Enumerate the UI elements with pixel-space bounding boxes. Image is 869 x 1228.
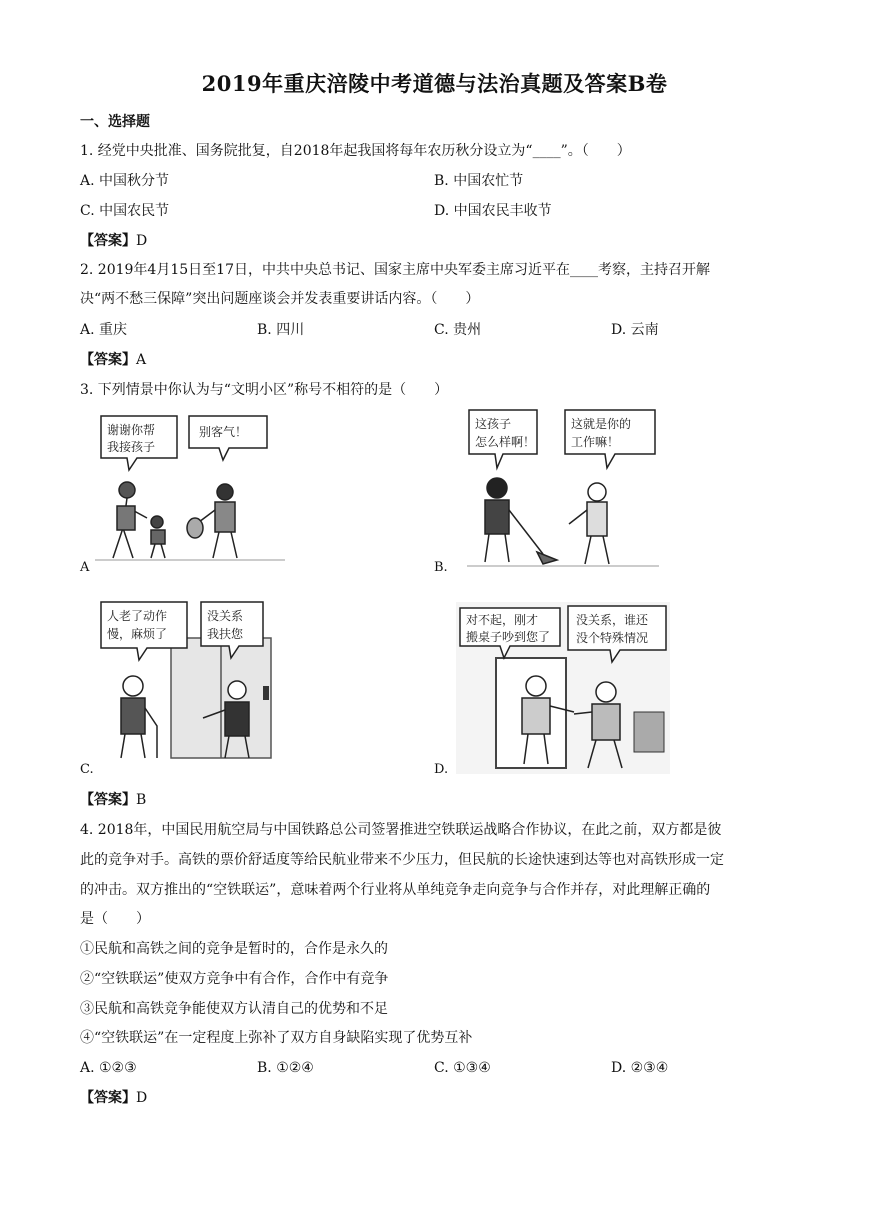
- q2-option-c: C. 贵州: [434, 322, 482, 338]
- cartoon-d-image: [456, 602, 670, 774]
- q4-answer-value: D: [136, 1090, 148, 1106]
- section-heading: 一、选择题: [80, 114, 150, 130]
- cartoon-a-bubble2-line1: 别客气！: [199, 425, 248, 439]
- q3-answer-value: B: [136, 792, 147, 808]
- q2-stem-line1: 2. 2019年4月15日至17日，中共中央总书记、国家主席中央军委主席习近平在____考察，主持召开解: [80, 262, 710, 278]
- cartoon-c-label: C.: [80, 762, 94, 777]
- cartoon-a-bubble1-line2: 我接孩子: [107, 440, 156, 454]
- cartoon-d-label: D.: [434, 762, 449, 777]
- cartoon-b-label: B.: [434, 560, 448, 575]
- answer-label: 【答案】: [80, 792, 136, 808]
- cartoon-d-bubble1-line1: 对不起，刚才: [466, 613, 539, 627]
- page-title: 2019年重庆涪陵中考道德与法治真题及答案B卷: [201, 71, 668, 96]
- q2-option-b: B. 四川: [257, 322, 305, 338]
- cartoon-c-bubble2-line2: 我扶您: [207, 627, 244, 641]
- q2-answer-value: A: [136, 352, 147, 368]
- cartoon-a-image: [95, 410, 285, 570]
- cartoon-a-bubble1-line1: 谢谢你帮: [107, 423, 156, 437]
- answer-label: 【答案】: [80, 1090, 136, 1106]
- q2-option-a: A. 重庆: [80, 322, 128, 338]
- q4-stem-line3: 的冲击。双方推出的“空铁联运”，意味着两个行业将从单纯竞争走向竞争与合作并存，对此理解正确的: [80, 882, 711, 898]
- q2-answer: [80, 350, 146, 370]
- cartoon-b-bubble1-line2: 怎么样啊！: [475, 435, 536, 449]
- q4-statement-3: ③民航和高铁竞争能使双方认清自己的优势和不足: [80, 1001, 388, 1017]
- cartoon-b-bubble2-line1: 这就是你的: [571, 417, 632, 431]
- q4-stem-line1: 4. 2018年，中国民用航空局与中国铁路总公司签署推进空铁联运战略合作协议，在此之前，双方都是彼: [80, 822, 722, 838]
- cartoon-c-bubble1-line1: 人老了动作: [107, 609, 168, 623]
- q4-stem-line4: 是（ ）: [80, 911, 150, 927]
- cartoon-b-image: [467, 406, 659, 571]
- q1-option-c: C. 中国农民节: [80, 203, 170, 219]
- cartoon-d-bubble2-line2: 没个特殊情况: [576, 631, 649, 645]
- q4-option-a: A. ①②③: [80, 1060, 137, 1076]
- q3-answer: [80, 790, 146, 810]
- q2-option-d: D. 云南: [611, 322, 659, 338]
- q1-answer-value: D: [136, 233, 148, 249]
- q4-statement-1: ①民航和高铁之间的竞争是暂时的，合作是永久的: [80, 941, 388, 957]
- cartoon-d-bubble1-line2: 搬桌子吵到您了: [466, 630, 551, 644]
- q3-stem: 3. 下列情景中你认为与“文明小区”称号不相符的是（ ）: [80, 382, 449, 398]
- cartoon-c-bubble1-line2: 慢，麻烦了: [107, 627, 168, 641]
- q4-option-b: B. ①②④: [257, 1060, 314, 1076]
- cartoon-a-label: A: [80, 560, 90, 575]
- cartoon-b-bubble2-line2: 工作嘛！: [571, 435, 620, 449]
- q4-stem-line2: 此的竞争对手。高铁的票价舒适度等给民航业带来不少压力，但民航的长途快速到达等也对高铁形成一定: [80, 852, 724, 868]
- answer-label: 【答案】: [80, 233, 136, 249]
- cartoon-b-bubble1-line1: 这孩子: [475, 417, 512, 431]
- q4-option-d: D. ②③④: [611, 1060, 669, 1076]
- q4-option-c: C. ①③④: [434, 1060, 491, 1076]
- cartoon-c-bubble2-line1: 没关系: [207, 609, 244, 623]
- q4-statement-2: ②“空铁联运”使双方竞争中有合作，合作中有竞争: [80, 971, 389, 987]
- cartoon-d-bubble2-line1: 没关系，谁还: [576, 613, 649, 627]
- q1-option-d: D. 中国农民丰收节: [434, 203, 552, 219]
- q1-option-a: A. 中国秋分节: [80, 173, 170, 189]
- q4-answer: [80, 1088, 147, 1108]
- q2-stem-line2: 决“两不愁三保障”突出问题座谈会并发表重要讲话内容。（ ）: [80, 291, 480, 307]
- q1-stem: 1. 经党中央批准、国务院批复，自2018年起我国将每年农历秋分设立为“____”。（ ）: [80, 143, 631, 159]
- answer-label: 【答案】: [80, 352, 136, 368]
- q1-answer: [80, 231, 147, 251]
- q4-statement-4: ④“空铁联运”在一定程度上弥补了双方自身缺陷实现了优势互补: [80, 1030, 473, 1046]
- q1-option-b: B. 中国农忙节: [434, 173, 524, 189]
- cartoon-c-image: [97, 598, 285, 763]
